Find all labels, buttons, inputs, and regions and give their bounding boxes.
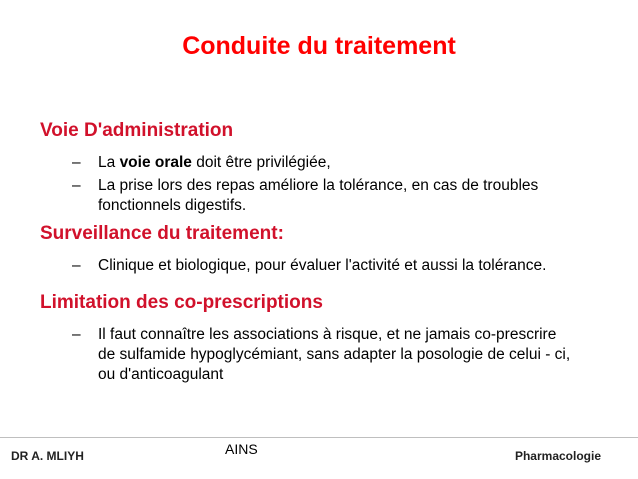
section-heading-surveillance: Surveillance du traitement: [40,223,284,244]
bullet-text: Il faut connaître les associations à risque, et ne jamais co-prescrire de sulfamide hypoglycémiant, sans adapter la posologie de celui - ci, ou d'anticoagulant [98,326,571,383]
footer-subject: Pharmacologie [514,449,601,463]
bullet-clinique [72,256,572,276]
bullet-dash: – [72,257,81,274]
bullet-dash: – [72,154,81,171]
footer-divider [0,437,638,438]
bullet-text: Clinique et biologique, pour évaluer l'activité et aussi la tolérance. [98,257,547,274]
section-heading-administration: Voie D'administration [40,120,234,141]
footer-author: DR A. MLIYH [11,449,84,463]
bullet-dash: – [72,326,81,343]
bullet-voie-orale [72,153,572,173]
slide-title: Conduite du traitement [182,32,456,60]
bullet-text: La prise lors des repas améliore la tolérance, en cas de troubles fonctionnels digestifs. [98,177,539,214]
footer-topic: AINS [225,441,258,457]
bullet-dash: – [72,177,81,194]
bold-term: voie orale [119,154,192,171]
bullet-repas [72,176,572,216]
bullet-text: La voie orale doit être privilégiée, [98,154,331,171]
section-heading-limitation: Limitation des co-prescriptions [40,292,323,313]
bullet-associations [72,325,572,385]
